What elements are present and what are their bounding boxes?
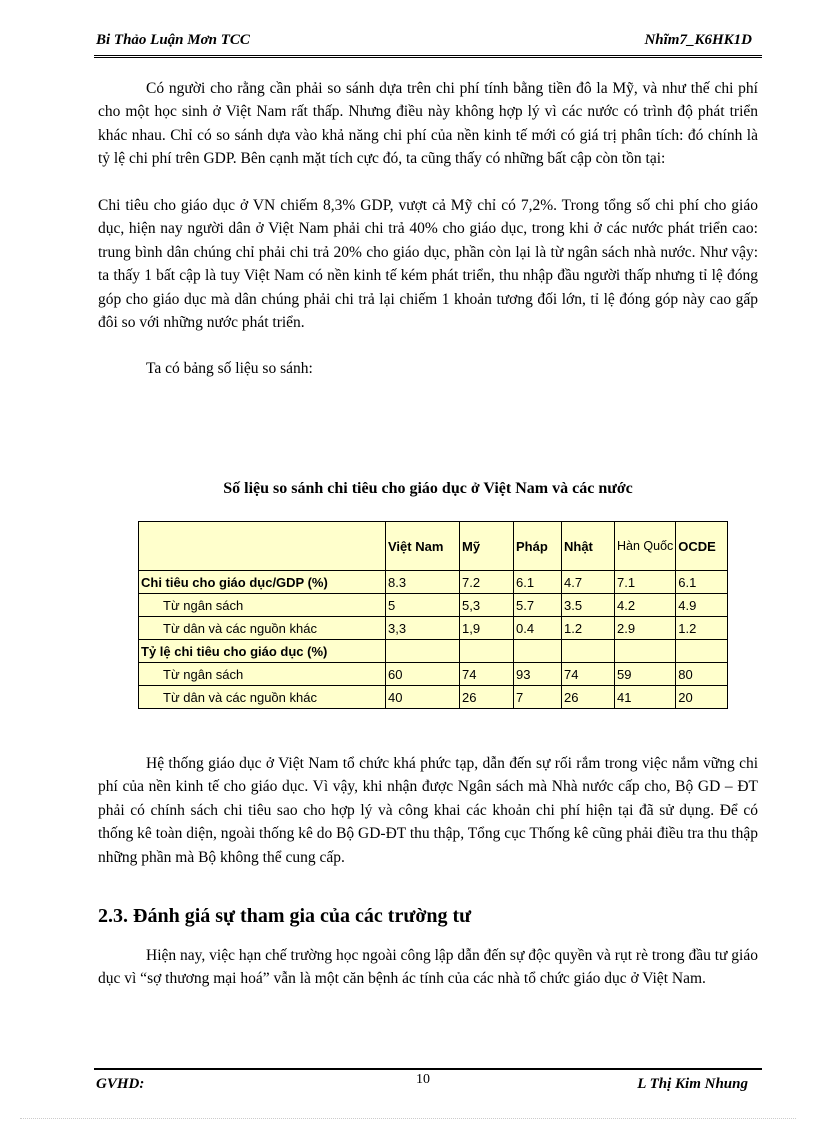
table-column-header: Nhật [562, 522, 615, 571]
table-cell [562, 640, 615, 663]
table-column-header: Pháp [514, 522, 562, 571]
table-cell: 6.1 [514, 571, 562, 594]
table-cell: 7 [514, 686, 562, 709]
table-cell: 40 [386, 686, 460, 709]
table-cell: 5.7 [514, 594, 562, 617]
table-cell: 4.2 [615, 594, 676, 617]
footer-left-text: GVHD: [96, 1076, 145, 1092]
paragraph-2: Chi tiêu cho giáo dục ở VN chiếm 8,3% GDP, vượt cả Mỹ chỉ có 7,2%. Trong tổng số chi phí cho giáo dục, hiện nay người dân ở Việt Nam phải chi trả 40% cho giáo dục, trong khi ở các nước phát triển cao: trung bình dân chúng chỉ phải chi trả 20% cho giáo dục, phần còn lại là từ ngân sách nhà nước. Như vậy: ta thấy 1 bất cập là tuy Việt Nam có nền kinh tế kém phát triển, thu nhập đầu người thấp nhưng tỉ lệ đóng góp cho giáo dục mà dân chúng phải chi trả lại chiếm 1 khoản tương đối lớn, tỉ lệ đóng góp này cao gấp đôi so với những nước phát triển. [98, 197, 758, 332]
table-cell [615, 640, 676, 663]
paragraph-1: Có người cho rằng cần phải so sánh dựa trên chi phí tính bằng tiền đô la Mỹ, và như thế chi phí cho một học sinh ở Việt Nam rất thấp. Nhưng điều này không hợp lý vì các nước có trình độ phát triển khác nhau. Chỉ có so sánh dựa vào khả năng chi phí của nền kinh tế mới có giá trị phân tích: đó chính là tỷ lệ chi phí trên GDP. Bên cạnh mặt tích cực đó, ta cũng thấy có những bất cập còn tồn tại: [98, 80, 758, 168]
table-cell: 60 [386, 663, 460, 686]
table-cell: 5,3 [460, 594, 514, 617]
table-row-label: Từ ngân sách [139, 663, 386, 686]
table-cell: 6.1 [676, 571, 728, 594]
table-column-header: OCDE [676, 522, 728, 571]
paragraph-4: Hệ thống giáo dục ở Việt Nam tổ chức khá phức tạp, dẫn đến sự rối rắm trong việc nắm vững chi phí của nền kinh tế cho giáo dục. Vì vậy, khi nhận được Ngân sách mà Nhà nước cấp cho, Bộ GD – ĐT phải có chính sách chi tiêu sao cho hợp lý và công khai các khoản chi phí hiện tại đã sử dụng. Để có thống kê toàn diện, ngoài thống kê do Bộ GD-ĐT thu thập, Tổng cục Thống kê cũng phải điều tra thu thập những phần mà Bộ không thể cung cấp. [98, 755, 758, 866]
table-cell: 4.9 [676, 594, 728, 617]
table-row [139, 617, 728, 640]
section-heading: 2.3. Đánh giá sự tham gia của các trường tư [98, 905, 472, 927]
table-cell [460, 640, 514, 663]
table-column-header: Việt Nam [386, 522, 460, 571]
table-header-empty [139, 522, 386, 571]
table-row-label: Chi tiêu cho giáo dục/GDP (%) [139, 571, 386, 594]
table-cell [386, 640, 460, 663]
table-column-header: Hàn Quốc [615, 522, 676, 571]
table-cell [514, 640, 562, 663]
footer-rule [94, 1068, 762, 1070]
table-row-label: Từ dân và các nguồn khác [139, 617, 386, 640]
table-row [139, 640, 728, 663]
table-row-label: Từ ngân sách [139, 594, 386, 617]
header-rule [94, 55, 762, 58]
table-cell: 7.2 [460, 571, 514, 594]
table-title: Số liệu so sánh chi tiêu cho giáo dục ở Việt Nam và các nước [223, 480, 633, 497]
page-footer [94, 1072, 762, 1096]
header-left-text: Bi Thảo Luận Mơn TCC [96, 32, 250, 48]
table-cell: 5 [386, 594, 460, 617]
table-cell: 41 [615, 686, 676, 709]
table-cell: 8.3 [386, 571, 460, 594]
page-header [94, 30, 762, 56]
table-header-row [139, 522, 728, 571]
table-row-label: Từ dân và các nguồn khác [139, 686, 386, 709]
paragraph-5: Hiện nay, việc hạn chế trường học ngoài công lập dẫn đến sự độc quyền và rụt rè trong đầu tư giáo dục vì “sợ thương mại hoá” vẫn là một căn bệnh ác tính của các nhà tổ chức giáo dục ở Việt Nam. [98, 947, 758, 988]
table-cell: 3.5 [562, 594, 615, 617]
paragraph-3: Ta có bảng số liệu so sánh: [146, 360, 313, 377]
table-cell: 2.9 [615, 617, 676, 640]
table-cell: 0.4 [514, 617, 562, 640]
table-cell: 20 [676, 686, 728, 709]
comparison-table [138, 521, 728, 709]
table-row [139, 571, 728, 594]
table-cell: 1,9 [460, 617, 514, 640]
table-row [139, 663, 728, 686]
table-cell: 26 [562, 686, 615, 709]
table-cell: 4.7 [562, 571, 615, 594]
table-cell: 74 [460, 663, 514, 686]
table-cell: 26 [460, 686, 514, 709]
table-cell [676, 640, 728, 663]
table-cell: 93 [514, 663, 562, 686]
table-row [139, 594, 728, 617]
table-cell: 59 [615, 663, 676, 686]
header-right-text: Nhĩm7_K6HK1D [644, 32, 752, 48]
table-column-header: Mỹ [460, 522, 514, 571]
table-cell: 7.1 [615, 571, 676, 594]
page-number: 10 [416, 1072, 430, 1087]
table-cell: 74 [562, 663, 615, 686]
table-cell: 3,3 [386, 617, 460, 640]
page-bottom-border [20, 1118, 796, 1119]
table-cell: 1.2 [676, 617, 728, 640]
table-cell: 1.2 [562, 617, 615, 640]
table-row-label: Tỷ lệ chi tiêu cho giáo dục (%) [139, 640, 386, 663]
table-cell: 80 [676, 663, 728, 686]
table-row [139, 686, 728, 709]
footer-right-text: L Thị Kim Nhung [637, 1076, 748, 1092]
